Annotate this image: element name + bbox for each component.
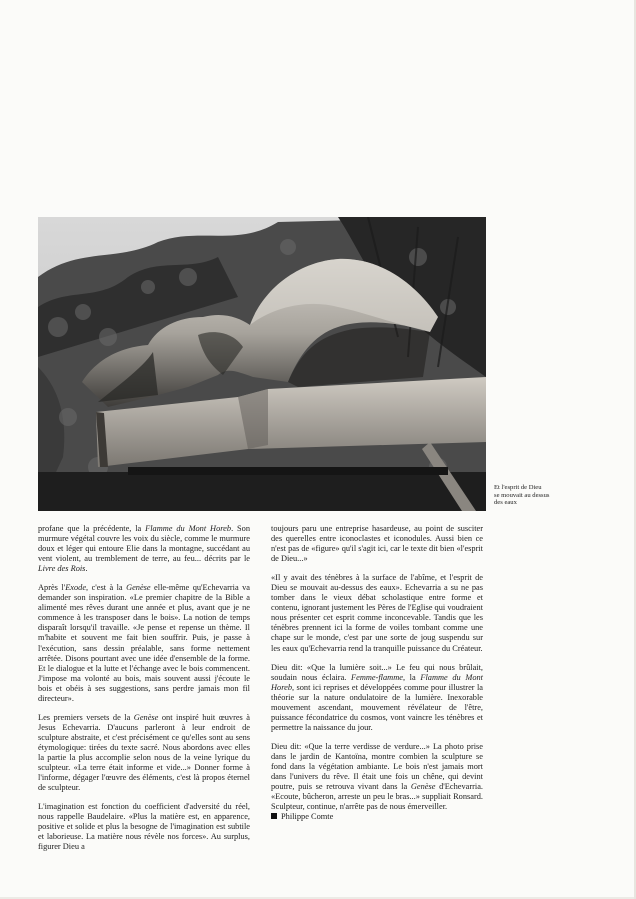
italic-title: Genèse [133, 712, 159, 722]
author-signature [271, 812, 483, 822]
article-column-right [271, 524, 483, 822]
paragraph: toujours paru une entreprise hasardeuse, au point de susciter des querelles entre iconoclastes et iconodules. Aussi bien ce n'est pas de «figure» qu'il s'agit ici, car le texte dit bien «l'esprit de Dieu...» [271, 524, 483, 564]
italic-title: Flamme du Mont Horeb [145, 524, 232, 533]
italic-title: Genèse [126, 583, 151, 593]
author-name: Philippe Comte [281, 812, 334, 822]
paragraph: Les premiers versets de la Genèse ont inspiré huit œuvres à Jesus Echevarria. D'aucuns parleront à leur endroit de sculpture abstraite, et c'est précisément ce qu'elles sont au sens étymologique: tirées du texte sacré. Nous abordons avec elles la partie la plus accomplie selon nous de la veine lyrique du sculpteur. «La terre était informe et vide...» Donner forme à l'informe, dégager l'œuvre des éléments, c'est là propos éternel de sculpteur. [38, 712, 250, 793]
photo-caption [494, 484, 564, 507]
italic-title: Livre des Rois [38, 564, 86, 574]
paragraph: profane que la précédente, la Flamme du Mont Horeb. Son murmure végétal couvre les voix du siècle, comme le murmure doux et léger qui entoure Elie dans la montagne, succédant au vent violent, au tremblement de terre, au feu... décrits par le Livre des Rois. [38, 524, 251, 574]
article-column-left [38, 524, 250, 852]
caption-line: Et l'esprit de Dieu [494, 484, 542, 491]
italic-title: Femme-flamme [351, 672, 403, 682]
italic-title: Flamme du Mont Horeb [271, 672, 483, 692]
paragraph: «Il y avait des ténèbres à la surface de l'abîme, et l'esprit de Dieu se mouvait au-dessus des eaux». Echevarria a su ne pas tomber dans le vieux débat scholastique entre forme et contenu, ignorant justement les Pères de l'Eglise qui voudraient nous présenter cet esprit comme inconcevable. Tandis que les ténèbres prennent ici la forme de voiles tombant comme une chape sur le monde, c'est par une sorte de joug suspendu sur les eaux qu'Echevarria rend la tranquille puissance du Créateur. [271, 573, 483, 653]
caption-line: des eaux [494, 499, 517, 507]
italic-title: Genèse [410, 782, 436, 792]
paragraph: Dieu dit: «Que la lumière soit...» Le feu qui nous brûlait, soudain nous éclaira. Femme-flamme, la Flamme du Mont Horeb, sont ici reprises et développées comme pour illustrer la théorie sur la nature ondulatoire de la lumière. Inexorable mouvement ascendant, mouvement révélateur de l'être, puissance fécondatrice du cosmos, vont vaincre les ténèbres et permettre la naissance du jour. [271, 662, 483, 732]
caption-line: se mouvait au dessus [494, 491, 550, 499]
sculpture-photo-image [38, 217, 486, 511]
sculpture-photograph [38, 217, 486, 511]
paragraph: Après l'Exode, c'est à la Genèse elle-même qu'Echevarria va demander son inspiration. «Le premier chapitre de la Bible a alimenté mes rêves durant une année et plus, avant que je ne commence à les transposer dans le bois». La notion de temps disparaît lorsqu'il travaille. «Je pense et repense un thème. Il m'habite et souvent me fait bien souffrir. Puis, je passe à l'exécution, sans dessin préalable, sans forme nettement arrêtée. Disons pourtant avec une idée d'ensemble de la forme. Et le dialogue et la lutte et l'échange avec le bois commencent. J'impose ma volonté au bois, mais souvent aussi j'écoute le bois et obéis à ses suggestions, sans perdre jamais mon fil directeur». [38, 583, 250, 703]
paragraph: L'imagination est fonction du coefficient d'adversité du réel, nous rappelle Baudelaire. «Plus la matière est, en apparence, positive et solide et plus la besogne de l'imagination est subtile et laborieuse. La matière nous révèle nos forces». Au surplus, figurer Dieu a [38, 802, 250, 852]
italic-title: Exode [65, 583, 87, 593]
paragraph: Dieu dit: «Que la terre verdisse de verdure...» La photo prise dans le jardin de Kantoïna, montre combien la sculpture se fond dans la végétation ambiante. Le bois n'est jamais mort dans l'univers du rêve. Il était une fois un chêne, qui devint poutre, puis se retrouva vivant dans la Genèse d'Echevarria. «Ecoute, bûcheron, arreste un peu le bras...» suppliait Ronsard. Sculpteur, continue, n'arrête pas de nous émerveiller. [271, 741, 483, 812]
square-bullet-icon [271, 813, 277, 819]
